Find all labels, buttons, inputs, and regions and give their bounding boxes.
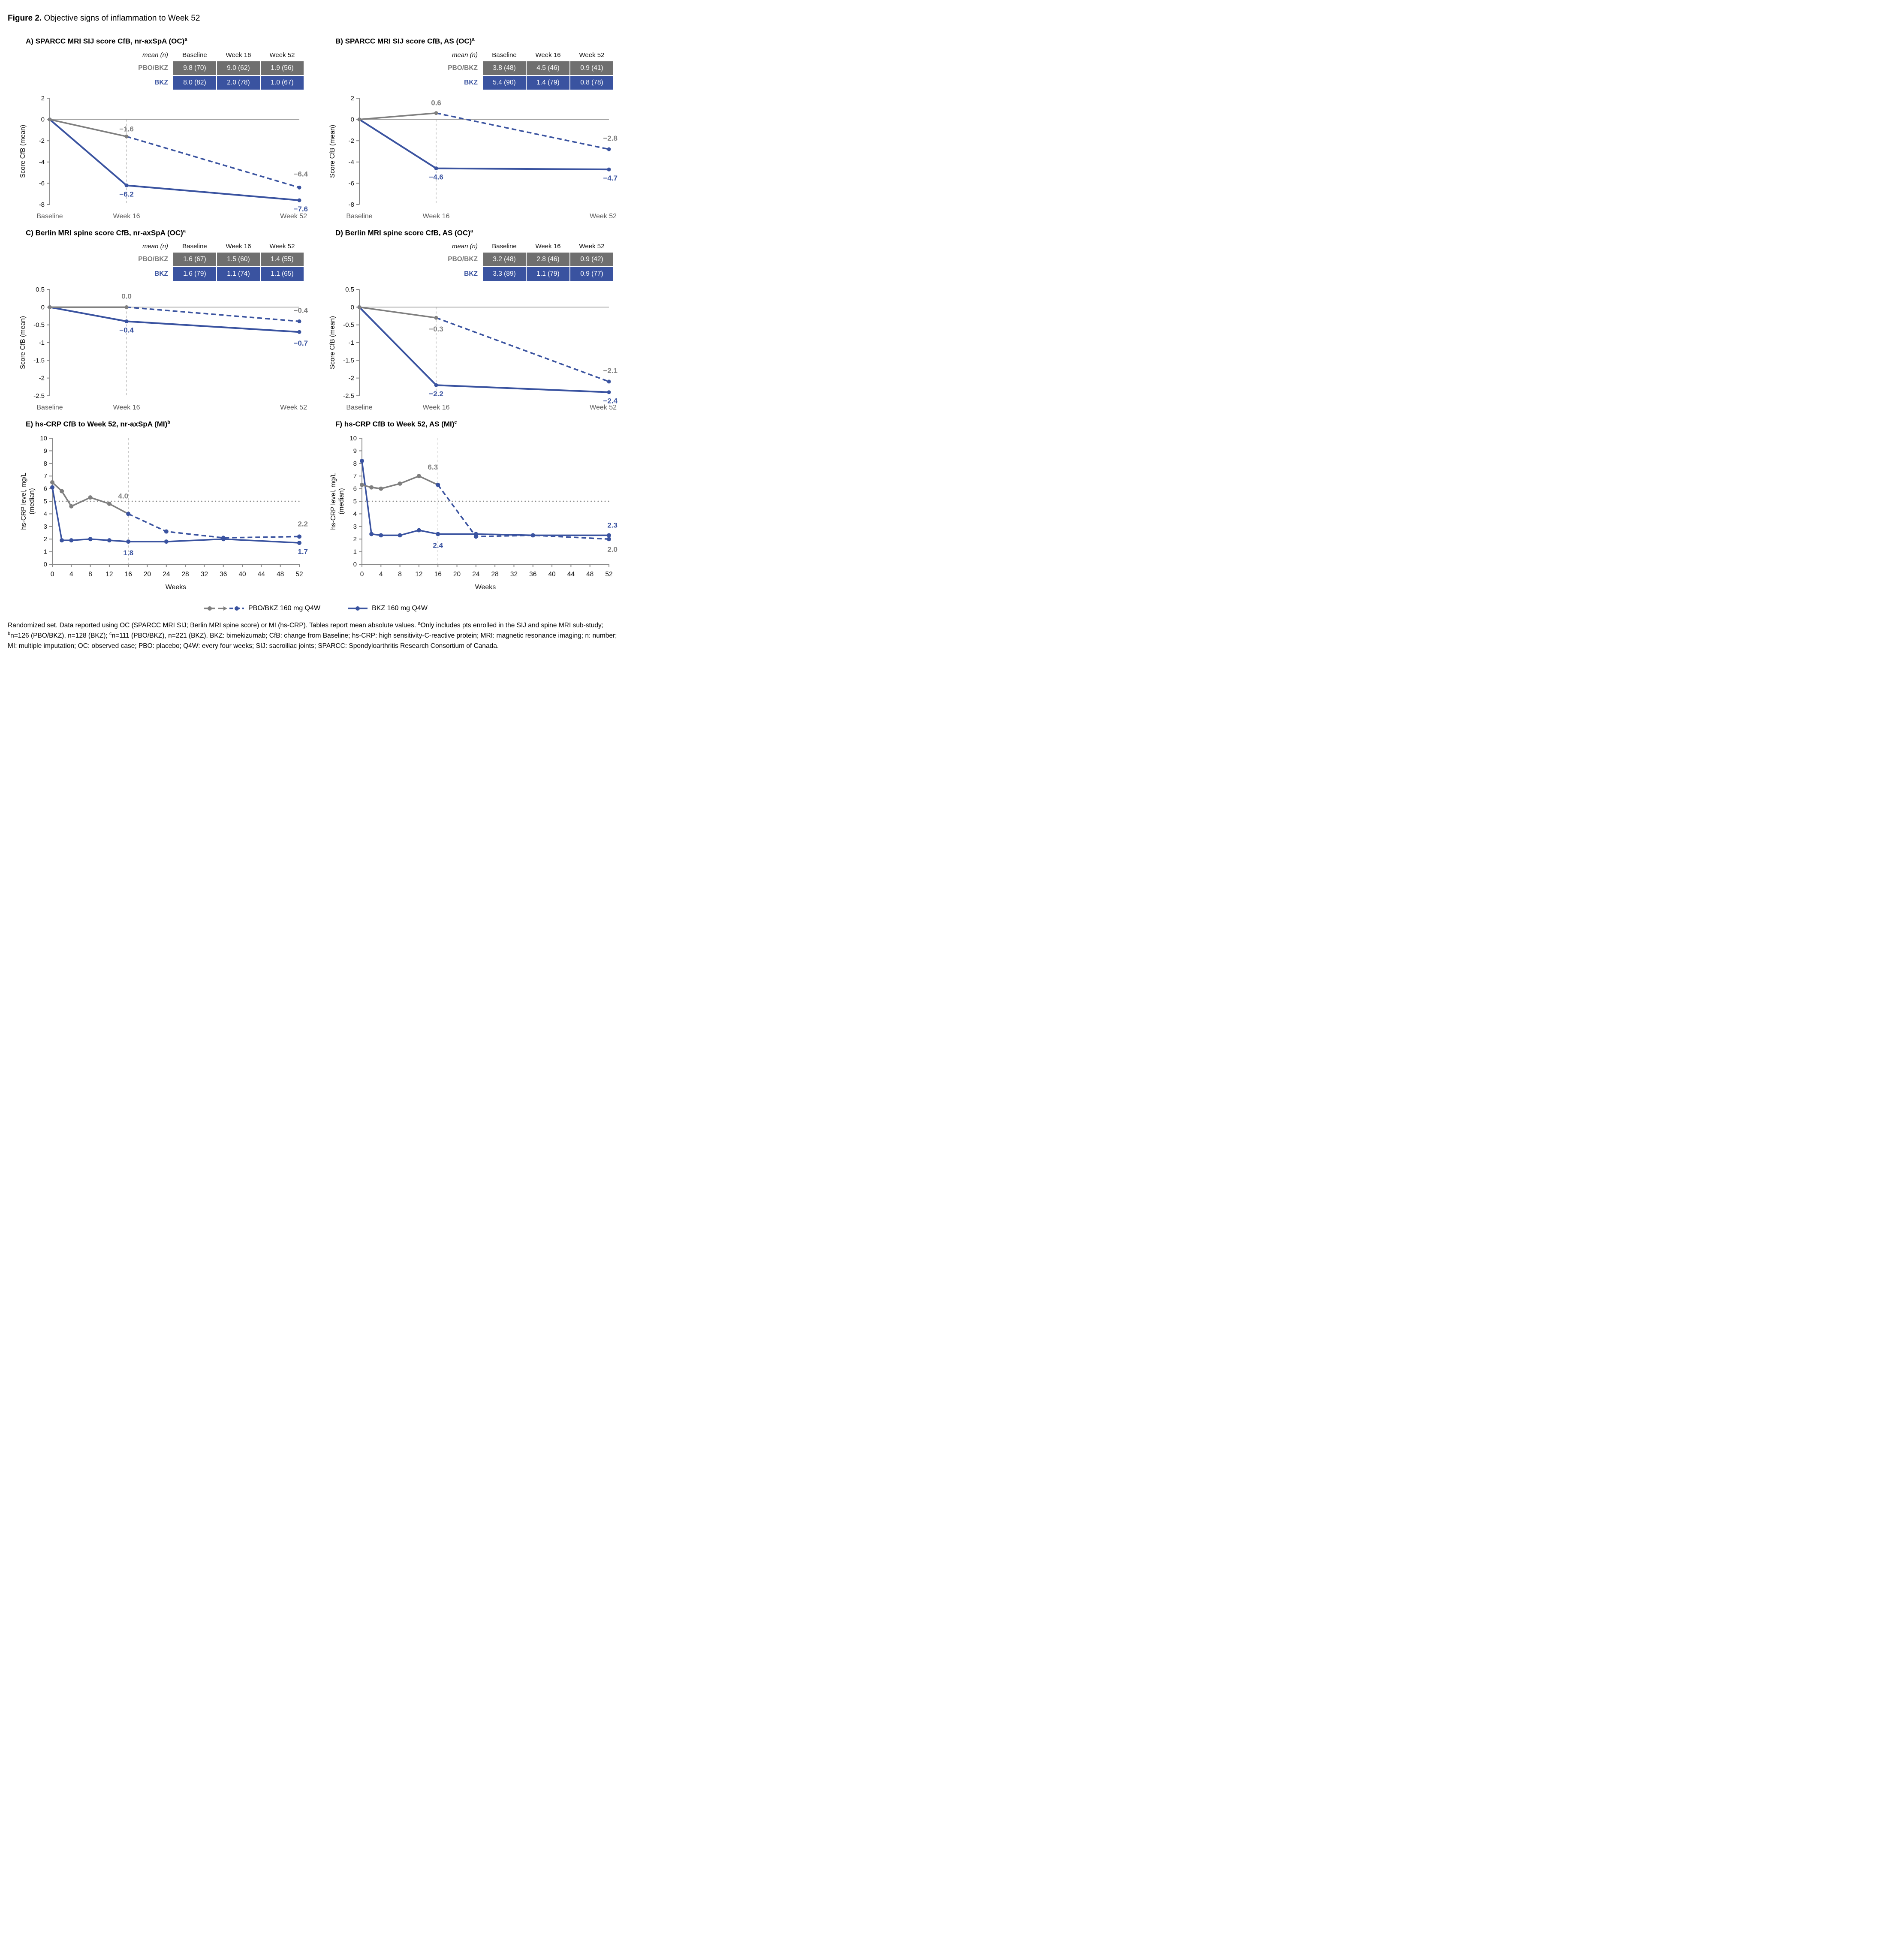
svg-text:Week 52: Week 52	[590, 212, 617, 220]
panel-a-title-sup: a	[184, 37, 187, 42]
figure-page	[0, 0, 629, 657]
svg-text:-8: -8	[348, 201, 354, 208]
table-header-week52: Week 52	[579, 51, 605, 59]
svg-text:6: 6	[353, 485, 357, 493]
svg-text:−0.4: −0.4	[119, 326, 134, 334]
table-cell: 0.9 (77)	[570, 267, 613, 281]
panel-d-table	[328, 241, 613, 281]
svg-text:0: 0	[43, 560, 47, 568]
svg-text:0: 0	[360, 570, 364, 578]
svg-text:6: 6	[43, 485, 47, 493]
legend	[7, 605, 624, 612]
svg-text:48: 48	[277, 570, 284, 578]
legend-label-pbo: PBO/BKZ 160 mg Q4W	[248, 604, 321, 612]
svg-text:16: 16	[434, 570, 442, 578]
svg-text:Week 16: Week 16	[113, 404, 140, 412]
panel-e-title	[26, 420, 316, 429]
svg-text:1: 1	[43, 548, 47, 556]
panel-d-title-text: D) Berlin MRI spine score CfB, AS (OC)	[335, 229, 470, 237]
table-cell: 1.6 (67)	[173, 253, 216, 266]
table-row-label-bkz: BKZ	[464, 270, 478, 278]
bkz-line-marker-icon	[348, 605, 368, 612]
svg-text:−4.6: −4.6	[429, 173, 443, 181]
svg-text:16: 16	[124, 570, 132, 578]
panel-e	[7, 415, 316, 599]
table-cell: 0.9 (41)	[570, 61, 613, 75]
svg-text:2.3: 2.3	[607, 521, 618, 530]
footnote-text: Randomized set. Data reported using OC (SPARCC MRI SIJ; Berlin MRI spine score) or MI (hs-CRP). Tables report mean absolute values.	[8, 622, 418, 629]
svg-text:2: 2	[353, 536, 357, 543]
panel-d-title	[335, 229, 626, 238]
panel-a-title-text: A) SPARCC MRI SIJ score CfB, nr-axSpA (OC)	[26, 37, 185, 45]
svg-text:10: 10	[40, 434, 47, 442]
panel-f-title-text: F) hs-CRP CfB to Week 52, AS (MI)	[335, 420, 455, 428]
svg-text:2.4: 2.4	[433, 541, 443, 550]
svg-text:1: 1	[353, 548, 357, 556]
footnote-sup-c: c	[109, 631, 112, 637]
svg-text:0: 0	[41, 116, 45, 123]
panel-b-title-sup: a	[472, 37, 475, 42]
footnote-text: Only includes pts enrolled in the SIJ and spine MRI sub-study;	[420, 622, 604, 629]
svg-text:-1: -1	[39, 339, 45, 347]
svg-text:-2.5: -2.5	[343, 392, 354, 400]
chart-panel-e	[18, 433, 316, 596]
svg-text:9: 9	[353, 447, 357, 455]
svg-text:Baseline: Baseline	[346, 404, 373, 412]
table-row-label-pbo: PBO/BKZ	[448, 256, 478, 263]
table-cell: 8.0 (82)	[173, 76, 216, 90]
table-cell: 0.8 (78)	[570, 76, 613, 90]
svg-text:40: 40	[548, 570, 556, 578]
svg-text:2.2: 2.2	[298, 520, 308, 528]
table-header-baseline: Baseline	[492, 51, 517, 59]
table-cell: 1.1 (79)	[527, 267, 569, 281]
svg-text:−7.6: −7.6	[293, 205, 308, 213]
svg-text:4: 4	[43, 510, 47, 518]
svg-text:0: 0	[353, 560, 357, 568]
table-header-baseline: Baseline	[182, 243, 207, 250]
footnote-sup-b: b	[8, 631, 11, 637]
svg-text:0.5: 0.5	[345, 286, 354, 294]
table-header-week16: Week 16	[535, 51, 561, 59]
table-cell: 1.1 (65)	[261, 267, 304, 281]
svg-text:Week 16: Week 16	[422, 404, 450, 412]
panel-d-title-sup: a	[470, 228, 473, 234]
footnote-text: n=111 (PBO/BKZ), n=221 (BKZ). BKZ: bimekizumab; CfB: change from Baseline; hs-CRP: high sensitivity-C-reactive protein; MRI: magnetic resonance imaging; n: number; MI: multiple imputation; OC: observed case; PBO: placebo; Q4W: every four weeks; SIJ: sacroiliac joints; SPARCC: Spondyloarthritis Research Consortium of Canada.	[8, 632, 617, 650]
svg-text:3: 3	[43, 523, 47, 530]
panel-a-table	[18, 50, 304, 90]
svg-text:−1.6: −1.6	[119, 124, 134, 133]
svg-text:2: 2	[350, 94, 354, 102]
svg-text:5: 5	[43, 497, 47, 505]
table-cell: 1.0 (67)	[261, 76, 304, 90]
svg-text:44: 44	[567, 570, 575, 578]
table-cell: 5.4 (90)	[483, 76, 526, 90]
table-cell: 3.8 (48)	[483, 61, 526, 75]
svg-text:8: 8	[88, 570, 92, 578]
svg-text:-2: -2	[39, 137, 45, 145]
svg-text:Score CfB (mean): Score CfB (mean)	[19, 316, 27, 370]
svg-text:24: 24	[472, 570, 480, 578]
svg-text:8: 8	[398, 570, 402, 578]
chart-panel-d	[328, 284, 626, 413]
svg-text:Week 52: Week 52	[280, 212, 307, 220]
svg-text:24: 24	[163, 570, 170, 578]
table-cell: 9.0 (62)	[217, 61, 260, 75]
svg-text:6.3: 6.3	[428, 463, 438, 471]
svg-text:-8: -8	[39, 201, 45, 208]
table-header-week52: Week 52	[269, 51, 295, 59]
svg-text:0.5: 0.5	[36, 286, 45, 294]
panel-b-title-text: B) SPARCC MRI SIJ score CfB, AS (OC)	[335, 37, 472, 45]
table-header-week16: Week 16	[226, 51, 251, 59]
table-cell: 1.6 (79)	[173, 267, 216, 281]
svg-text:hs-CRP level, mg/L: hs-CRP level, mg/L	[330, 473, 337, 530]
svg-text:-2: -2	[348, 137, 354, 145]
svg-text:Score CfB (mean): Score CfB (mean)	[329, 124, 336, 178]
chart-panel-b	[328, 93, 626, 222]
svg-text:0.0: 0.0	[121, 292, 132, 301]
chart-panel-a	[18, 93, 316, 222]
svg-text:1.8: 1.8	[123, 549, 134, 557]
svg-text:−6.2: −6.2	[119, 190, 134, 199]
table-cell: 1.4 (79)	[527, 76, 569, 90]
svg-text:-2: -2	[39, 374, 45, 382]
svg-text:2: 2	[41, 94, 45, 102]
table-cell: 1.1 (74)	[217, 267, 260, 281]
svg-text:2: 2	[43, 536, 47, 543]
panels-grid	[7, 33, 624, 599]
footnote	[8, 620, 621, 651]
svg-text:−2.4: −2.4	[603, 397, 618, 406]
svg-text:4: 4	[353, 510, 357, 518]
svg-text:-2: -2	[348, 374, 354, 382]
panel-c-title-text: C) Berlin MRI spine score CfB, nr-axSpA (OC)	[26, 229, 183, 237]
svg-text:0: 0	[350, 304, 354, 311]
svg-text:hs-CRP level, mg/L: hs-CRP level, mg/L	[20, 473, 27, 530]
svg-text:-0.5: -0.5	[343, 321, 354, 329]
svg-text:Week 16: Week 16	[422, 212, 450, 220]
svg-text:0: 0	[350, 116, 354, 123]
figure-title-text: Objective signs of inflammation to Week 52	[42, 14, 200, 23]
legend-item-bkz	[348, 605, 428, 612]
svg-text:-4: -4	[348, 158, 354, 166]
table-header-mean-n: mean (n)	[142, 243, 168, 250]
svg-text:−2.8: −2.8	[603, 134, 618, 142]
table-header-baseline: Baseline	[182, 51, 207, 59]
svg-text:0: 0	[41, 304, 45, 311]
svg-text:4: 4	[379, 570, 383, 578]
table-cell: 1.5 (60)	[217, 253, 260, 266]
svg-text:12: 12	[105, 570, 113, 578]
panel-c-title-sup: a	[183, 228, 186, 234]
svg-text:52: 52	[295, 570, 303, 578]
svg-text:(median): (median)	[338, 488, 345, 515]
svg-text:36: 36	[220, 570, 227, 578]
svg-text:7: 7	[353, 473, 357, 480]
svg-text:4.0: 4.0	[118, 492, 129, 500]
svg-text:−0.3: −0.3	[429, 325, 443, 334]
svg-text:28: 28	[181, 570, 189, 578]
svg-text:9: 9	[43, 447, 47, 455]
panel-c	[7, 224, 316, 416]
svg-text:Weeks: Weeks	[165, 583, 187, 591]
table-header-week16: Week 16	[535, 243, 561, 250]
table-cell: 3.2 (48)	[483, 253, 526, 266]
svg-text:-1.5: -1.5	[33, 357, 45, 364]
svg-text:-6: -6	[39, 180, 45, 187]
panel-b	[316, 33, 626, 224]
chart-panel-c	[18, 284, 316, 413]
svg-text:−2.2: −2.2	[429, 390, 443, 398]
footnote-sup-a: a	[418, 620, 421, 626]
svg-text:20: 20	[453, 570, 461, 578]
table-header-week52: Week 52	[269, 243, 295, 250]
svg-text:-0.5: -0.5	[33, 321, 45, 329]
table-row-label-pbo: PBO/BKZ	[448, 64, 478, 72]
panel-a	[7, 33, 316, 224]
chart-panel-f	[328, 433, 626, 596]
svg-text:Baseline: Baseline	[36, 404, 63, 412]
svg-text:4: 4	[69, 570, 73, 578]
svg-text:1.7: 1.7	[298, 547, 308, 556]
svg-text:Week 52: Week 52	[280, 404, 307, 412]
footnote-text: n=126 (PBO/BKZ), n=128 (BKZ);	[10, 632, 110, 640]
svg-text:0: 0	[50, 570, 54, 578]
panel-f-title	[335, 420, 626, 429]
table-row-label-bkz: BKZ	[464, 78, 478, 86]
table-cell: 1.9 (56)	[261, 61, 304, 75]
svg-text:48: 48	[586, 570, 594, 578]
svg-text:Week 52: Week 52	[590, 404, 617, 412]
svg-text:-4: -4	[39, 158, 45, 166]
table-cell: 9.8 (70)	[173, 61, 216, 75]
table-row-label-pbo: PBO/BKZ	[138, 256, 168, 263]
panel-a-title	[26, 37, 316, 46]
svg-text:−2.1: −2.1	[603, 367, 618, 375]
svg-text:32: 32	[200, 570, 208, 578]
table-header-mean-n: mean (n)	[452, 51, 478, 59]
figure-number: Figure 2.	[8, 14, 42, 23]
panel-e-title-sup: b	[167, 420, 171, 425]
svg-text:3: 3	[353, 523, 357, 530]
svg-text:7: 7	[43, 473, 47, 480]
table-cell: 0.9 (42)	[570, 253, 613, 266]
svg-text:36: 36	[529, 570, 537, 578]
panel-e-title-text: E) hs-CRP CfB to Week 52, nr-axSpA (MI)	[26, 420, 168, 428]
table-header-mean-n: mean (n)	[452, 243, 478, 250]
panel-d	[316, 224, 626, 416]
svg-text:Score CfB (mean): Score CfB (mean)	[329, 316, 336, 370]
svg-text:0.6: 0.6	[431, 99, 441, 107]
svg-text:−6.4: −6.4	[293, 169, 308, 178]
svg-text:−0.4: −0.4	[293, 306, 308, 315]
figure-title	[8, 14, 624, 23]
svg-text:Baseline: Baseline	[346, 212, 373, 220]
svg-text:-6: -6	[348, 180, 354, 187]
table-cell: 3.3 (89)	[483, 267, 526, 281]
svg-text:-1.5: -1.5	[343, 357, 354, 364]
panel-f-title-sup: c	[454, 420, 457, 425]
table-cell: 1.4 (55)	[261, 253, 304, 266]
legend-item-pbo	[204, 605, 320, 612]
svg-text:Week 16: Week 16	[113, 212, 140, 220]
svg-text:12: 12	[415, 570, 423, 578]
legend-label-bkz: BKZ 160 mg Q4W	[372, 604, 428, 612]
panel-b-table	[328, 50, 613, 90]
svg-text:-1: -1	[348, 339, 354, 347]
svg-text:Baseline: Baseline	[36, 212, 63, 220]
panel-c-table	[18, 241, 304, 281]
table-row-label-pbo: PBO/BKZ	[138, 64, 168, 72]
table-cell: 4.5 (46)	[527, 61, 569, 75]
svg-text:-2.5: -2.5	[33, 392, 45, 400]
svg-text:44: 44	[257, 570, 265, 578]
svg-text:−0.7: −0.7	[293, 339, 308, 348]
table-row-label-bkz: BKZ	[154, 270, 168, 278]
svg-text:5: 5	[353, 497, 357, 505]
table-cell: 2.8 (46)	[527, 253, 569, 266]
svg-text:32: 32	[510, 570, 518, 578]
table-row-label-bkz: BKZ	[154, 78, 168, 86]
table-cell: 2.0 (78)	[217, 76, 260, 90]
svg-text:10: 10	[349, 434, 357, 442]
svg-text:(median): (median)	[28, 488, 36, 515]
svg-text:2.0: 2.0	[607, 545, 618, 554]
svg-text:20: 20	[143, 570, 151, 578]
table-header-mean-n: mean (n)	[142, 51, 168, 59]
svg-text:8: 8	[43, 460, 47, 467]
svg-text:Weeks: Weeks	[475, 583, 496, 591]
table-header-week16: Week 16	[226, 243, 251, 250]
svg-text:40: 40	[238, 570, 246, 578]
panel-b-title	[335, 37, 626, 46]
svg-text:8: 8	[353, 460, 357, 467]
svg-text:28: 28	[491, 570, 499, 578]
pbo-line-marker-icon	[204, 605, 245, 612]
svg-text:Score CfB (mean): Score CfB (mean)	[19, 124, 27, 178]
svg-text:52: 52	[605, 570, 613, 578]
svg-text:−4.7: −4.7	[603, 174, 618, 182]
table-header-baseline: Baseline	[492, 243, 517, 250]
table-header-week52: Week 52	[579, 243, 605, 250]
panel-c-title	[26, 229, 316, 238]
panel-f	[316, 415, 626, 599]
